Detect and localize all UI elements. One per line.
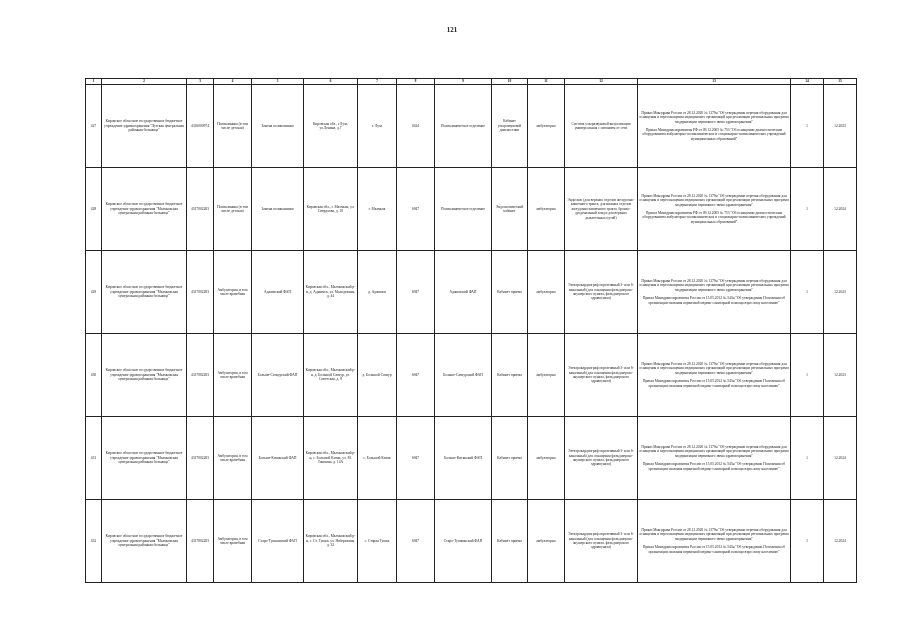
row-number: 430 xyxy=(86,334,102,417)
date-cell: 12.2024 xyxy=(824,417,857,500)
equipment-cell: Электрокардиограф портативный 3- или 6-канальный (для оснащения фельдшерско-акушерского пункта, фельдшерского здравпункта) xyxy=(565,500,638,583)
inn-cell: 4317002283 xyxy=(187,168,214,251)
legal-basis-cell xyxy=(638,334,791,417)
page-number: 121 xyxy=(446,26,458,34)
legal-basis-order-2: Приказ Минздравсоцразвития РФ от 09.12.2005 № 753 "Об оснащении диагностическим оборудованием амбулаторно-поликлинических и стационарно-поликлинических учреждений муниципальных образований" xyxy=(642,128,786,141)
organization-cell: Кировское областное государственное бюджетное учреждение здравоохранения "Малмыжская центральная районная больница" xyxy=(102,334,187,417)
code-cell: 6947 xyxy=(397,168,435,251)
organization-cell: Кировское областное государственное бюджетное учреждение здравоохранения "Малмыжская центральная районная больница" xyxy=(102,500,187,583)
row-number: 431 xyxy=(86,417,102,500)
legal-basis-order-1: Приказ Минздрава России от 28.12.2020 № 1379н "Об утверждении перечня оборудования для оснащения и переоснащения медицинских организаций при реализации региональных программ модернизации первичного звена здравоохранения" xyxy=(639,193,789,207)
facility-type-cell: Поликлиника (в том числе детская) xyxy=(214,168,252,251)
room-cell: Кабинет приема xyxy=(492,334,528,417)
table-row xyxy=(86,251,857,334)
quantity-cell: 1 xyxy=(791,85,824,168)
legal-basis-order-2: Приказ Минздравсоцразвития России от 15.05.2012 № 543н "Об утверждении Положения об организации оказания первичной медико-санитарной помощи взрослому населению" xyxy=(642,545,786,554)
facility-type-cell: Амбулатория, в том числе врачебная xyxy=(214,334,252,417)
locality-cell: с. Большой Китяк xyxy=(358,417,397,500)
address-cell: Кировская обл., Малмыжский р-н, с. Большой Китяк, ул. М. Ташкина, д. 14А xyxy=(304,417,358,500)
subdivision-cell: Замена поликлиники xyxy=(252,168,304,251)
organization-cell: Кировское областное государственное бюджетное учреждение здравоохранения "Малмыжская центральная районная больница" xyxy=(102,168,187,251)
legal-basis-order-1: Приказ Минздрава России от 28.12.2020 № 1379н "Об утверждении перечня оборудования для оснащения и переоснащения медицинских организаций при реализации региональных программ модернизации первичного звена здравоохранения" xyxy=(639,278,789,292)
subdivision-cell: Замена поликлиники xyxy=(252,85,304,168)
column-number: 7 xyxy=(358,79,397,85)
row-number: 428 xyxy=(86,168,102,251)
equipment-cell: Эндоскоп (для верхних отделов желудочно-кишечного тракта, для нижних отделов желудочно-кишечного тракта, бронхо-дуоденальный зонд и для верхних дыхательных путей) xyxy=(565,168,638,251)
address-cell: Кировская обл., г. Малмыж, ул. Свердлова, д. 10 xyxy=(304,168,358,251)
inn-cell: 4317002283 xyxy=(187,500,214,583)
code-cell: 0424 xyxy=(397,85,435,168)
quantity-cell: 1 xyxy=(791,417,824,500)
inn-cell: 4317002283 xyxy=(187,417,214,500)
column-number: 13 xyxy=(638,79,791,85)
legal-basis-cell xyxy=(638,417,791,500)
facility-type-cell: Амбулатория, в том числе врачебная xyxy=(214,417,252,500)
subdivision-cell: Больше-Китякский ФАП xyxy=(252,417,304,500)
column-number: 14 xyxy=(791,79,824,85)
quantity-cell: 1 xyxy=(791,334,824,417)
locality-cell: д. Аджимск xyxy=(358,251,397,334)
date-cell: 12.2024 xyxy=(824,500,857,583)
table-row xyxy=(86,500,857,583)
legal-basis-order-2: Приказ Минздравсоцразвития России от 15.05.2012 № 543н "Об утверждении Положения об организации оказания первичной медико-санитарной помощи взрослому населению" xyxy=(642,462,786,471)
care-mode-cell: амбулаторно xyxy=(528,417,565,500)
facility-type-cell: Амбулатория, в том числе врачебная xyxy=(214,251,252,334)
quantity-cell: 1 xyxy=(791,168,824,251)
inn-cell: 4317002283 xyxy=(187,251,214,334)
organization-cell: Кировское областное государственное бюджетное учреждение здравоохранения "Малмыжская центральная районная больница" xyxy=(102,251,187,334)
column-number: 4 xyxy=(214,79,252,85)
care-mode-cell: амбулаторно xyxy=(528,168,565,251)
room-cell: Эндоскопический кабинет xyxy=(492,168,528,251)
legal-basis-order-2: Приказ Минздравсоцразвития России от 15.05.2012 № 543н "Об утверждении Положения об организации оказания первичной медико-санитарной помощи взрослому населению" xyxy=(642,296,786,305)
legal-basis-order-2: Приказ Минздравсоцразвития РФ от 09.12.2005 № 753 "Об оснащении диагностическим оборудованием амбулаторно-поликлинических и стационарно-поликлинических учреждений муниципальных образований" xyxy=(642,211,786,224)
unit-cell: Больше-Сатнурский ФАП xyxy=(435,334,492,417)
legal-basis-order-1: Приказ Минздрава России от 28.12.2020 № 1379н "Об утверждении перечня оборудования для оснащения и переоснащения медицинских организаций при реализации региональных программ модернизации первичного звена здравоохранения" xyxy=(639,361,789,375)
facility-type-cell: Амбулатория, в том числе врачебная xyxy=(214,500,252,583)
legal-basis-cell xyxy=(638,251,791,334)
column-number: 15 xyxy=(824,79,857,85)
table-row xyxy=(86,417,857,500)
column-number: 9 xyxy=(435,79,492,85)
address-cell: Кировская обл., Малмыжский р-н, с. Ст. Тушка, ул. Набережная, д. 32 xyxy=(304,500,358,583)
legal-basis-order-1: Приказ Минздрава России от 28.12.2020 № 1379н "Об утверждении перечня оборудования для оснащения и переоснащения медицинских организаций при реализации региональных программ модернизации первичного звена здравоохранения" xyxy=(639,527,789,541)
code-cell: 6947 xyxy=(397,417,435,500)
date-cell: 12.2024 xyxy=(824,168,857,251)
unit-cell: Больше-Китякский ФАП xyxy=(435,417,492,500)
room-cell: Кабинет приема xyxy=(492,500,528,583)
subdivision-cell: Аджимский ФАП xyxy=(252,251,304,334)
code-cell: 6947 xyxy=(397,334,435,417)
equipment-table xyxy=(85,78,857,583)
equipment-cell: Электрокардиограф портативный 3- или 6-канальный (для оснащения фельдшерско-акушерского пункта, фельдшерского здравпункта) xyxy=(565,251,638,334)
legal-basis-order-1: Приказ Минздрава России от 28.12.2020 № 1379н "Об утверждении перечня оборудования для оснащения и переоснащения медицинских организаций при реализации региональных программ модернизации первичного звена здравоохранения" xyxy=(639,444,789,458)
subdivision-cell: Больше-Сатнурский ФАП xyxy=(252,334,304,417)
address-cell: Кировская обл., Малмыжский р-н, д. Большой Сатнур, ул. Советская, д. 8 xyxy=(304,334,358,417)
equipment-cell: Электрокардиограф портативный 3- или 6-канальный (для оснащения фельдшерско-акушерского пункта, фельдшерского здравпункта) xyxy=(565,334,638,417)
column-number: 5 xyxy=(252,79,304,85)
equipment-cell: Система ультразвуковой визуализации универсальная с питанием от сети xyxy=(565,85,638,168)
table-row xyxy=(86,85,857,168)
date-cell: 12.2023 xyxy=(824,85,857,168)
equipment-cell: Электрокардиограф портативный 3- или 6-канальный (для оснащения фельдшерско-акушерского пункта, фельдшерского здравпункта) xyxy=(565,417,638,500)
unit-cell: Поликлиническое отделение xyxy=(435,168,492,251)
code-cell: 6947 xyxy=(397,500,435,583)
legal-basis-order-1: Приказ Минздрава России от 28.12.2020 № 1379н "Об утверждении перечня оборудования для оснащения и переоснащения медицинских организаций при реализации региональных программ модернизации первичного звена здравоохранения" xyxy=(639,110,789,124)
care-mode-cell: амбулаторно xyxy=(528,500,565,583)
code-cell: 6947 xyxy=(397,251,435,334)
table-row xyxy=(86,334,857,417)
quantity-cell: 1 xyxy=(791,251,824,334)
date-cell: 12.2023 xyxy=(824,251,857,334)
care-mode-cell: амбулаторно xyxy=(528,334,565,417)
unit-cell: Поликлиническое отделение xyxy=(435,85,492,168)
row-number: 429 xyxy=(86,251,102,334)
column-number: 10 xyxy=(492,79,528,85)
column-number: 2 xyxy=(102,79,187,85)
inn-cell: 4317002283 xyxy=(187,334,214,417)
legal-basis-cell xyxy=(638,500,791,583)
column-number: 11 xyxy=(528,79,565,85)
room-cell: Кабинет приема xyxy=(492,417,528,500)
row-number: 432 xyxy=(86,500,102,583)
column-number: 8 xyxy=(397,79,435,85)
quantity-cell: 1 xyxy=(791,500,824,583)
address-cell: Кировская обл., Малмыжский р-н, д. Аджимск, ул. Молодежная, д. 44 xyxy=(304,251,358,334)
legal-basis-cell xyxy=(638,85,791,168)
legal-basis-cell xyxy=(638,168,791,251)
column-number: 3 xyxy=(187,79,214,85)
column-number: 1 xyxy=(86,79,102,85)
unit-cell: Аджимский ФАП xyxy=(435,251,492,334)
care-mode-cell: амбулаторно xyxy=(528,251,565,334)
subdivision-cell: Старо-Тушкинский ФАП xyxy=(252,500,304,583)
row-number: 427 xyxy=(86,85,102,168)
unit-cell: Старо-Тушкинский ФАП xyxy=(435,500,492,583)
column-number: 6 xyxy=(304,79,358,85)
room-cell: Кабинет приема xyxy=(492,251,528,334)
inn-cell: 4316000974 xyxy=(187,85,214,168)
date-cell: 12.2023 xyxy=(824,334,857,417)
organization-cell: Кировское областное государственное бюджетное учреждение здравоохранения "Лузская центральная районная больница" xyxy=(102,85,187,168)
locality-cell: г. Луза xyxy=(358,85,397,168)
locality-cell: г. Малмыж xyxy=(358,168,397,251)
column-number: 12 xyxy=(565,79,638,85)
locality-cell: д. Большой Сатнур xyxy=(358,334,397,417)
room-cell: Кабинет ультразвуковой диагностики xyxy=(492,85,528,168)
locality-cell: с. Старая Тушка xyxy=(358,500,397,583)
table-row xyxy=(86,168,857,251)
address-cell: Кировская обл., г.Луза, ул.Ленина, д.7 xyxy=(304,85,358,168)
organization-cell: Кировское областное государственное бюджетное учреждение здравоохранения "Малмыжская центральная районная больница" xyxy=(102,417,187,500)
care-mode-cell: амбулаторно xyxy=(528,85,565,168)
legal-basis-order-2: Приказ Минздравсоцразвития России от 15.05.2012 № 543н "Об утверждении Положения об организации оказания первичной медико-санитарной помощи взрослому населению" xyxy=(642,379,786,388)
facility-type-cell: Поликлиника (в том числе детская) xyxy=(214,85,252,168)
